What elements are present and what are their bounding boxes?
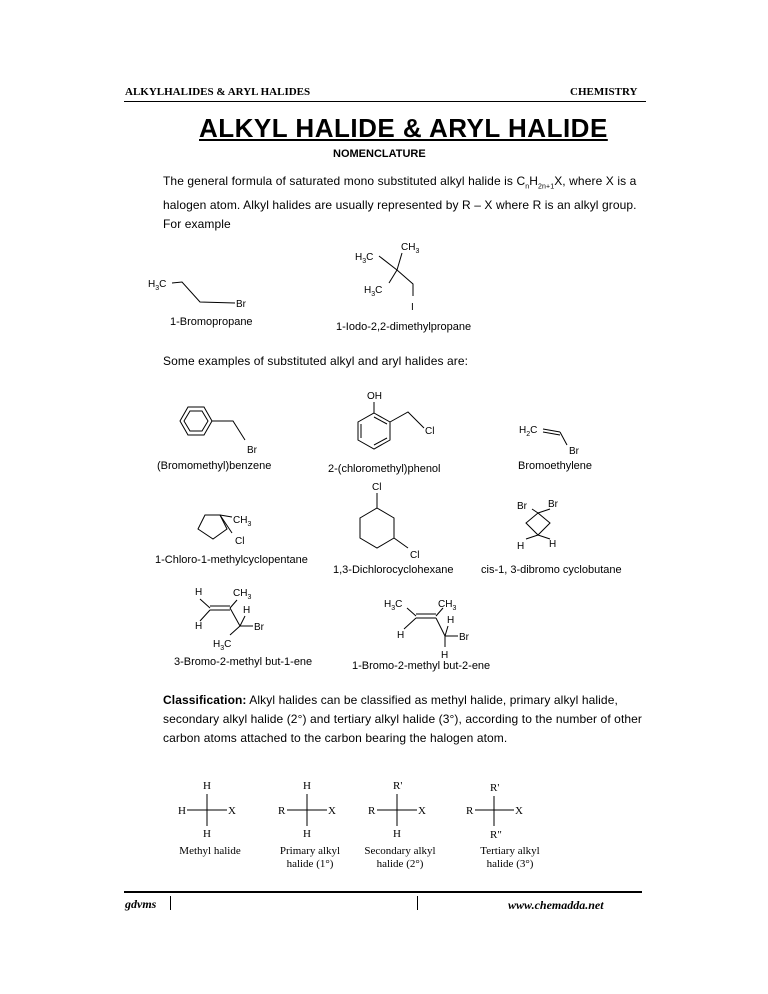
atom-right: X xyxy=(228,805,236,817)
structure-iodo-dimethylpropane xyxy=(345,238,445,313)
halide-primary xyxy=(278,780,336,840)
classification-line-2: secondary alkyl halide (2°) and tertiary alkyl halide (3°), according to the number of other xyxy=(163,712,643,726)
atom-i: I xyxy=(411,302,414,313)
label-bromoethylene: Bromoethylene xyxy=(518,460,592,472)
atom-ch3: $CH_3$ xyxy=(233,515,252,528)
label-dichlorocyclohexane: 1,3-Dichlorocyclohexane xyxy=(333,564,454,576)
atom-h3c-top: $H_3C$ xyxy=(355,252,374,265)
atom-br-right: Br xyxy=(548,499,558,510)
atom-cl-top: Cl xyxy=(372,482,382,493)
classification-line-3: carbon atoms attached to the carbon bearing the halogen atom. xyxy=(163,731,508,745)
atom-top: H xyxy=(203,780,211,792)
halide-tertiary xyxy=(466,782,523,841)
examples-intro: Some examples of substituted alkyl and aryl halides are: xyxy=(163,354,469,368)
atom-ch3: $CH_3$ xyxy=(438,599,457,612)
label-bromopropane: 1-Bromopropane xyxy=(170,316,253,328)
halide-secondary xyxy=(368,780,426,840)
footer-right: www.chemadda.net xyxy=(508,898,604,912)
atom-bottom: R" xyxy=(490,829,502,841)
footer-tick-mid xyxy=(417,896,418,910)
atom-br-left: Br xyxy=(517,501,527,512)
atom-left: R xyxy=(466,805,474,817)
atom-h-top: H xyxy=(195,587,203,598)
halide-label-primary: Primary alkyl halide (1°) xyxy=(279,845,341,870)
classification-heading: Classification: xyxy=(163,693,247,707)
atom-top: H xyxy=(303,780,311,792)
atom-h-right: H xyxy=(243,605,251,616)
footer-rule xyxy=(124,891,642,893)
atom-ch3: $CH_3$ xyxy=(401,242,420,255)
structure-chloro-methylcyclopentane xyxy=(185,505,275,555)
atom-h3c: $H_3C$ xyxy=(213,639,232,652)
atom-oh: OH xyxy=(367,391,382,402)
atom-right: X xyxy=(328,805,336,817)
intro-line-3: For example xyxy=(163,217,231,232)
label-bromomethylbenzene: (Bromomethyl)benzene xyxy=(157,460,272,472)
header-right: CHEMISTRY xyxy=(570,86,638,98)
footer-left: gdvms xyxy=(125,897,157,911)
page-subtitle: NOMENCLATURE xyxy=(333,148,426,160)
structure-chloromethylphenol xyxy=(340,388,450,468)
intro-line-2: halogen atom. Alkyl halides are usually represented by R – X where R is an alkyl group. xyxy=(163,198,637,213)
label-iodo-dimethylpropane: 1-Iodo-2,2-dimethylpropane xyxy=(336,321,472,333)
atom-left: H xyxy=(178,805,186,817)
label-chloro-methylcyclopentane: 1-Chloro-1-methylcyclopentane xyxy=(155,554,308,566)
atom-cl-bottom: Cl xyxy=(410,550,420,561)
label-bromo-methylbut2ene: 1-Bromo-2-methyl but-2-ene xyxy=(352,660,491,672)
atom-right: X xyxy=(418,805,426,817)
label-dibromo-cyclobutane: cis-1, 3-dibromo cyclobutane xyxy=(481,564,622,576)
structure-bromopropane xyxy=(140,270,280,320)
atom-h2c: $H_2C$ xyxy=(519,425,538,438)
atom-h3c-bottom: $H_3C$ xyxy=(364,285,383,298)
footer-tick-left xyxy=(170,896,171,910)
atom-cl: Cl xyxy=(425,426,435,437)
structure-bromomethylbenzene xyxy=(165,402,265,462)
classification-line-1: Classification: Alkyl halides can be classified as methyl halide, primary alkyl halide, xyxy=(163,693,618,707)
atom-left: R xyxy=(278,805,286,817)
halide-label-tertiary: Tertiary alkyl halide (3°) xyxy=(480,845,540,870)
header-left: ALKYLHALIDES & ARYL HALIDES xyxy=(125,86,311,98)
structure-bromo-methylbut1ene xyxy=(185,583,280,653)
atom-br: Br xyxy=(247,445,257,456)
atom-h-left: H xyxy=(397,630,405,641)
atom-bottom: H xyxy=(203,828,211,840)
atom-h-top: H xyxy=(447,615,455,626)
atom-h-bottom: H xyxy=(195,621,203,632)
bond-chain xyxy=(172,282,235,303)
atom-h-right: H xyxy=(549,539,557,550)
structure-dichlorocyclohexane xyxy=(350,478,440,563)
halide-label-methyl: Methyl halide xyxy=(179,845,241,857)
atom-h3c: $H_3C$ xyxy=(384,599,403,612)
atom-h-left: H xyxy=(517,541,525,552)
structure-dibromo-cyclobutane xyxy=(510,495,580,555)
atom-h-bottom: H xyxy=(441,650,449,661)
atom-h3c: $H_3C$ xyxy=(148,279,167,292)
structure-bromoethylene xyxy=(515,418,595,460)
intro-paragraph xyxy=(163,172,653,234)
label-chloromethylphenol: 2-(chloromethyl)phenol xyxy=(328,463,441,475)
atom-right: X xyxy=(515,805,523,817)
intro-line-1: The general formula of saturated mono substituted alkyl halide is $C_nH_{2n+1}X$, where X is a xyxy=(163,174,637,191)
atom-br: Br xyxy=(236,299,246,310)
atom-top: R' xyxy=(393,780,403,792)
atom-br: Br xyxy=(254,622,264,633)
atom-cl: Cl xyxy=(235,536,245,547)
classification-paragraph xyxy=(163,691,653,748)
halide-methyl xyxy=(178,780,236,840)
atom-bottom: H xyxy=(393,828,401,840)
label-bromo-methylbut1ene: 3-Bromo-2-methyl but-1-ene xyxy=(174,656,313,668)
atom-ch3: $CH_3$ xyxy=(233,588,252,601)
atom-br: Br xyxy=(569,446,579,457)
halide-label-secondary: Secondary alkyl halide (2°) xyxy=(364,845,436,870)
atom-left: R xyxy=(368,805,376,817)
header-rule xyxy=(124,101,646,102)
page-title: ALKYL HALIDE & ARYL HALIDE xyxy=(199,113,608,143)
atom-br: Br xyxy=(459,632,469,643)
structure-bromo-methylbut2ene xyxy=(380,592,480,662)
atom-top: R' xyxy=(490,782,500,794)
atom-bottom: H xyxy=(303,828,311,840)
halide-types-diagram xyxy=(160,775,580,845)
